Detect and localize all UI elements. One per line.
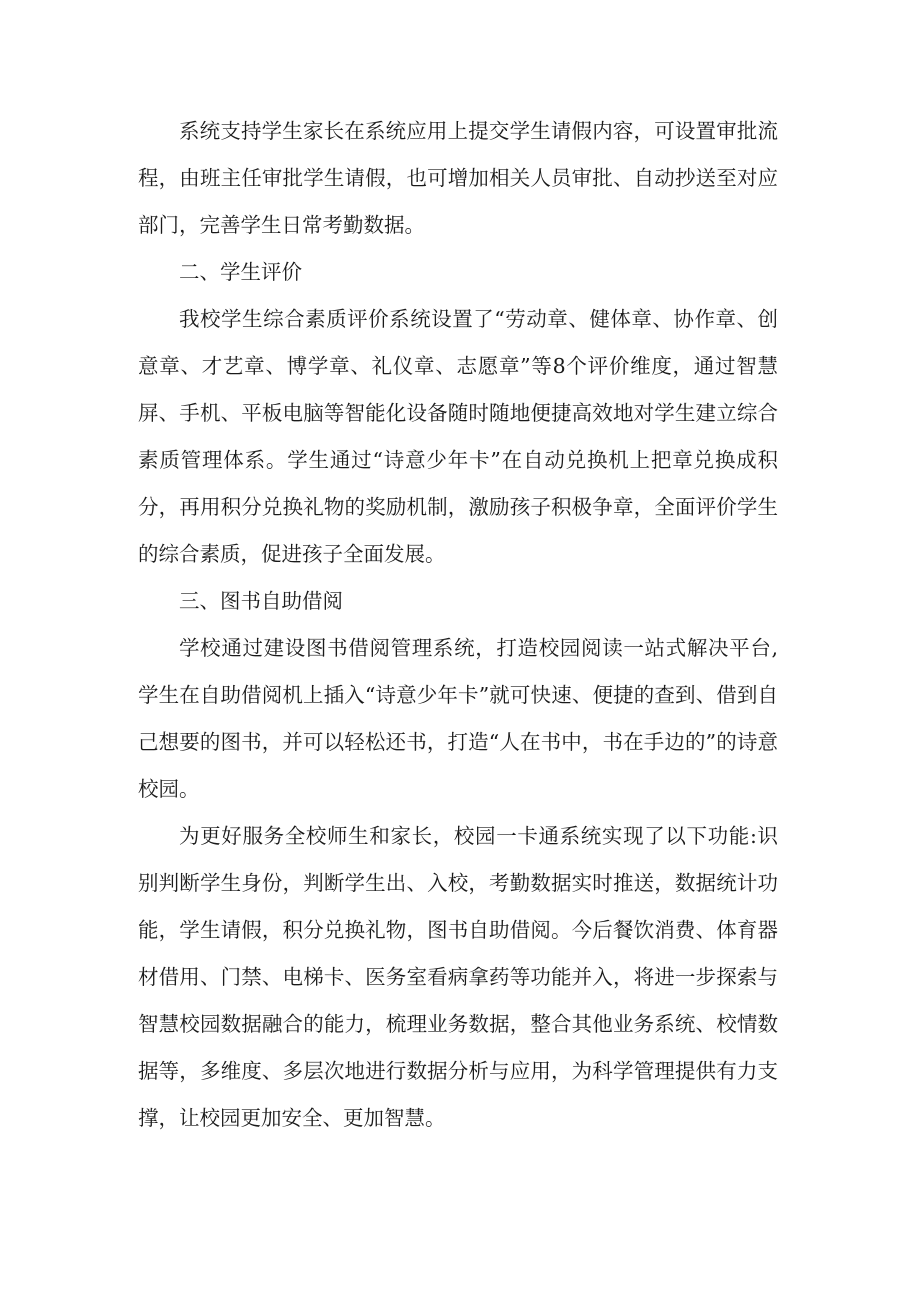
paragraph-campus-card-summary: 为更好服务全校师生和家长，校园一卡通系统实现了以下功能:识别判断学生身份，判断学生出、入校，考勤数据实时推送，数据统计功能，学生请假，积分兑换礼物，图书自助借阅。今后餐饮消费、体育器材借用、门禁、电梯卡、医务室看病拿药等功能并入，将进一步探索与智慧校园数据融合的能力，梳理业务数据，整合其他业务系统、校情数据等，多维度、多层次地进行数据分析与应用，为科学管理提供有力支撑，让校园更加安全、更加智慧。 bbox=[138, 824, 778, 1130]
paragraph-library-system: 学校通过建设图书借阅管理系统，打造校园阅读一站式解决平台,学生在自助借阅机上插入“诗意少年卡”就可快速、便捷的查到、借到自己想要的图书，并可以轻松还书，打造“人在书中，书在手边的”的诗意校园。 bbox=[138, 636, 778, 801]
section-heading-student-evaluation: 二、学生评价 bbox=[179, 260, 302, 284]
paragraph-leave-approval: 系统支持学生家长在系统应用上提交学生请假内容，可设置审批流程，由班主任审批学生请假，也可增加相关人员审批、自动抄送至对应部门，完善学生日常考勤数据。 bbox=[138, 119, 778, 237]
section-heading-library-self-service: 三、图书自助借阅 bbox=[179, 589, 343, 613]
paragraph-evaluation-system: 我校学生综合素质评价系统设置了“劳动章、健体章、协作章、创意章、才艺章、博学章、礼仪章、志愿章”等8个评价维度，通过智慧屏、手机、平板电脑等智能化设备随时随地便捷高效地对学生建立综合素质管理体系。学生通过“诗意少年卡”在自动兑换机上把章兑换成积分，再用积分兑换礼物的奖励机制，激励孩子积极争章，全面评价学生的综合素质，促进孩子全面发展。 bbox=[138, 307, 778, 566]
document-body bbox=[138, 108, 778, 1142]
